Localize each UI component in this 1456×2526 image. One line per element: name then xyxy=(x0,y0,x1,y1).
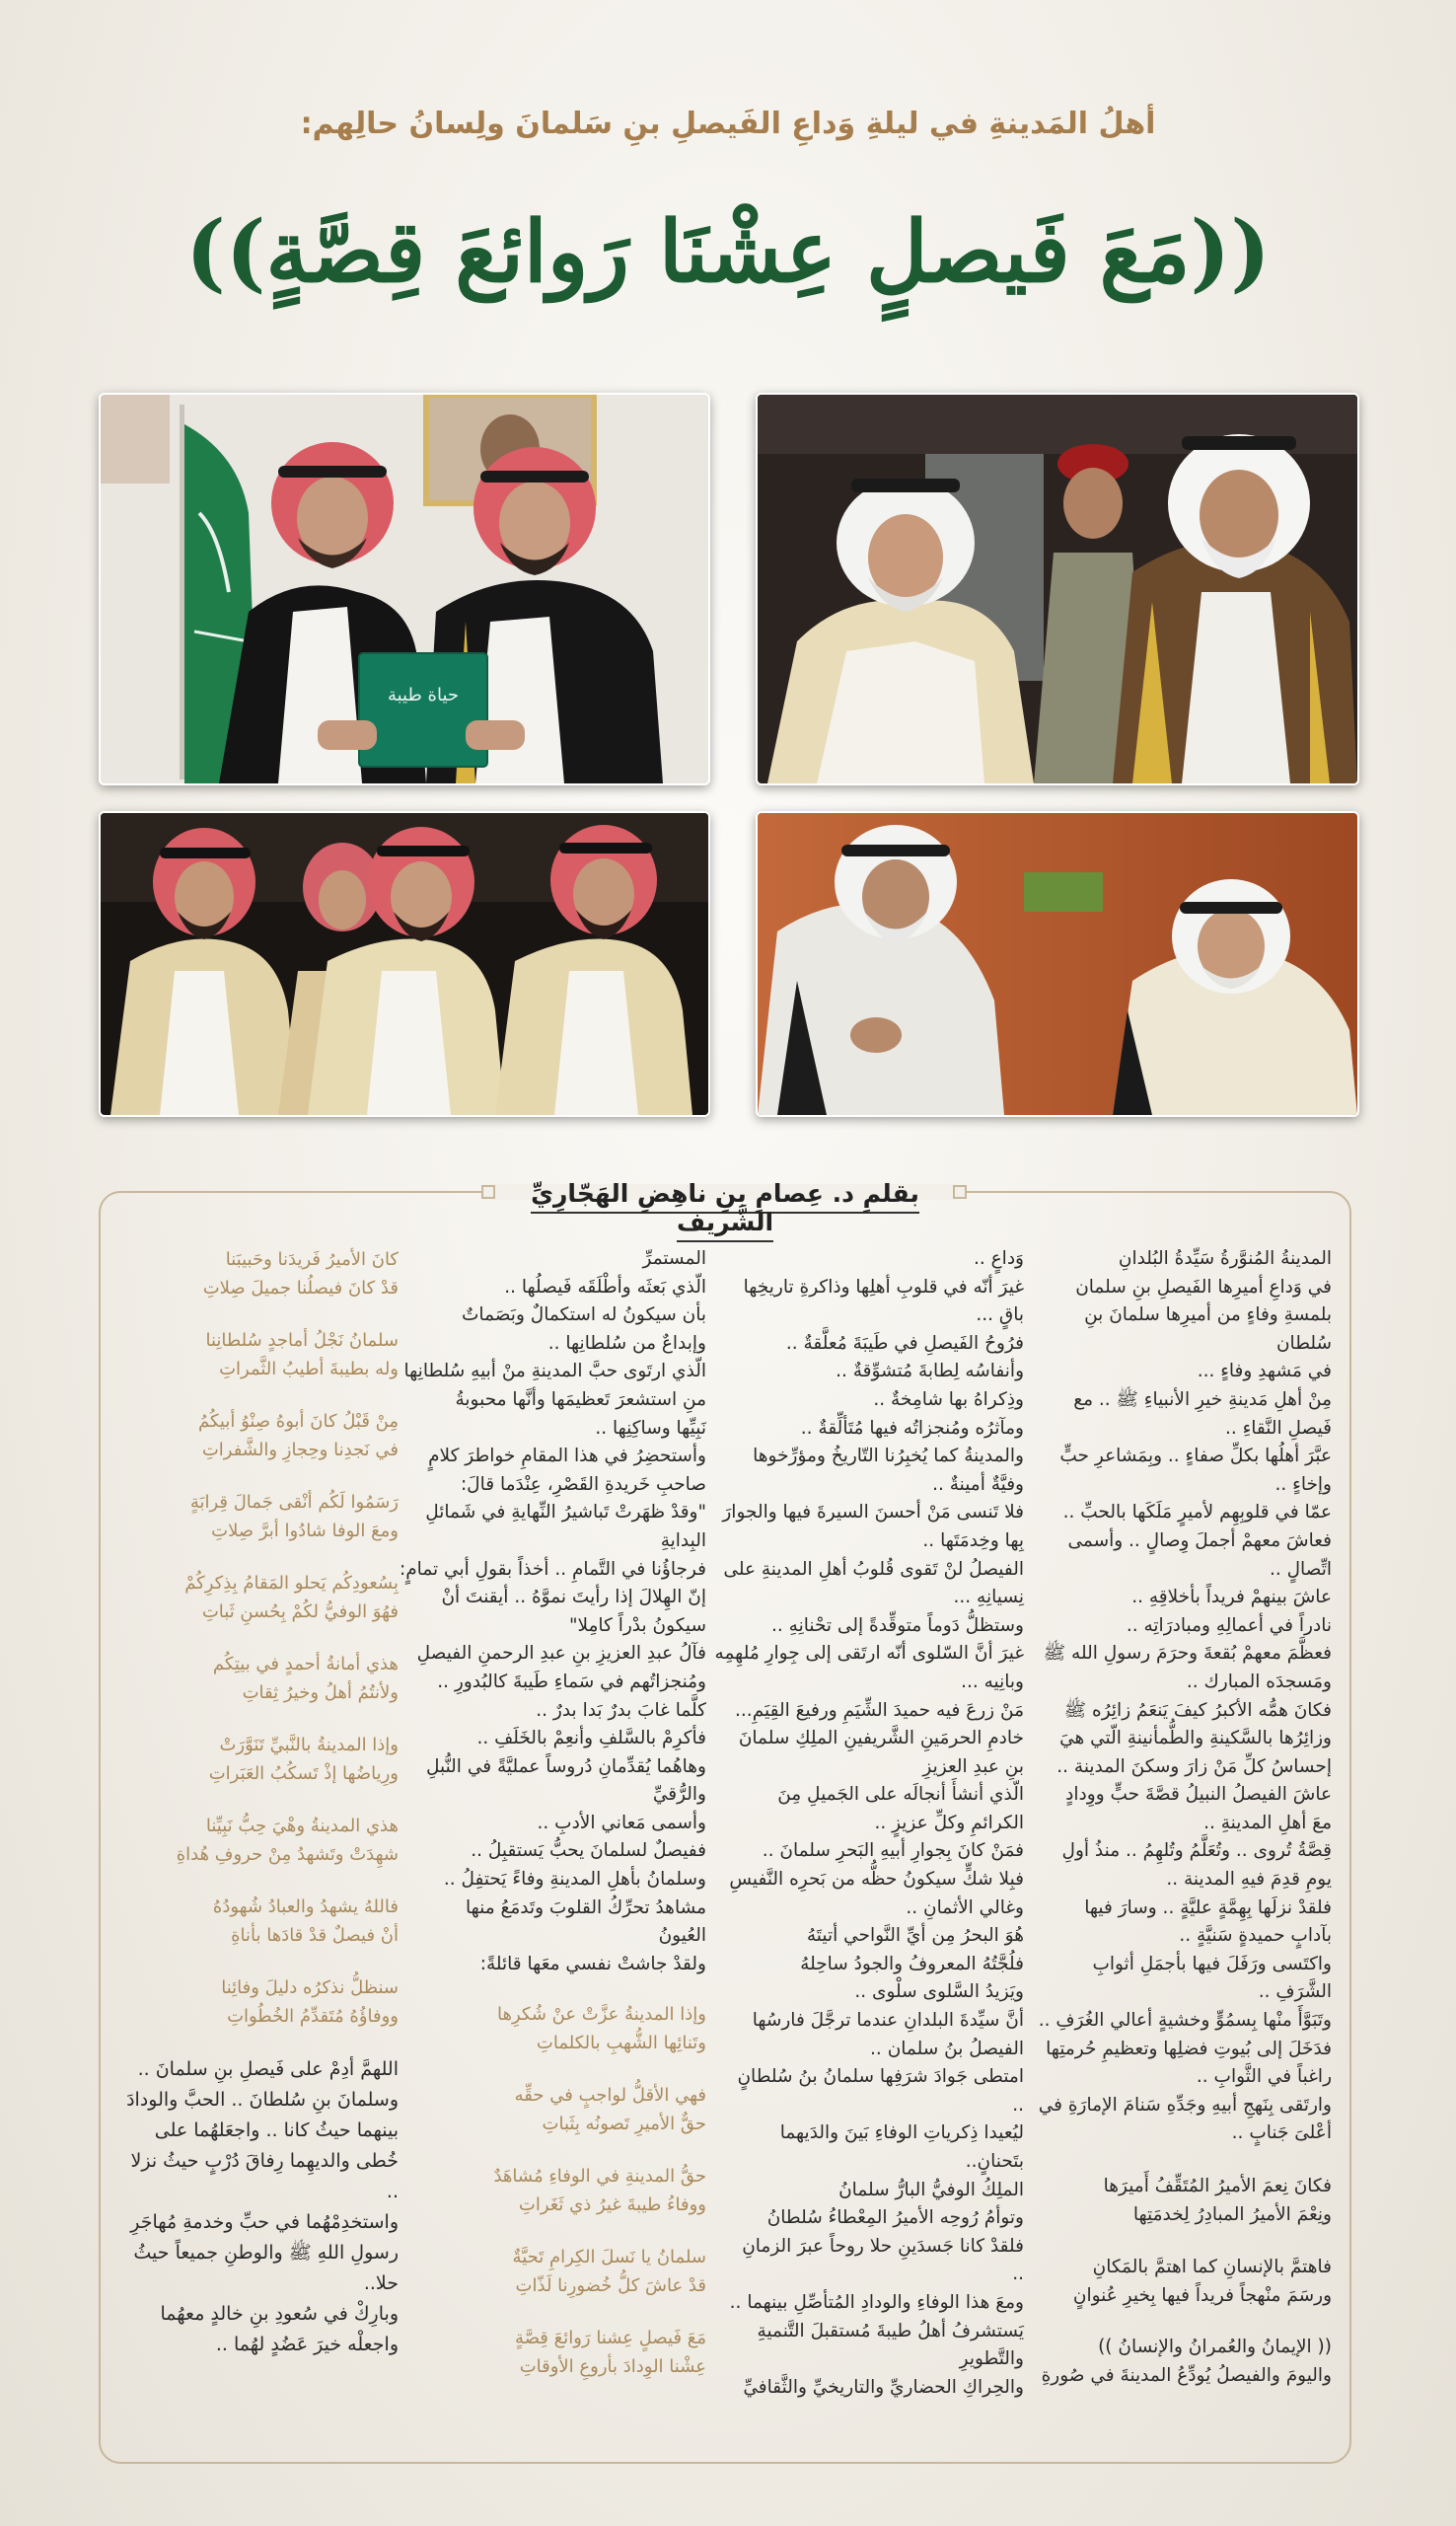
article-line: والحِراكِ الحضاريِّ والتاريخيِّ والثَّقافيِّ xyxy=(743,2376,1024,2398)
article-line: امتطى جَوادَ شرَفِها سلمانُ بنُ سُلطانٍ xyxy=(737,2066,1024,2088)
poem-stanza xyxy=(122,1569,399,1626)
article-line: فَيصلِ النَّقاءِ .. xyxy=(1224,1417,1332,1439)
poem-line: ورِياضُها إذْ تَسكُبُ العَبَراتِ xyxy=(208,1763,399,1784)
article-line: كلَّما غابَ بدرٌ بَدا بدرٌ .. xyxy=(536,1699,706,1721)
article-line: الّذي بَعثَه وأطْلَقَه فَيصلُها .. xyxy=(504,1276,706,1298)
article-line: سُلطان xyxy=(1275,1332,1332,1354)
prayer-line: واجعلْه خيرَ عَضُدٍ لهُما .. xyxy=(215,2334,399,2355)
poem-line: وإذا المدينةُ بالنَّبيِّ تَنَوَّرَتْ xyxy=(219,1735,399,1755)
article-line: الفيصلُ بنُ سلمان .. xyxy=(870,2038,1024,2059)
prayer-line: وسلمانَ بنِ سُلطانَ .. الحبَّ والودادَ xyxy=(126,2089,399,2111)
article-line: وغالي الأثمانِ .. xyxy=(906,1896,1024,1918)
article-line: في وَداعِ أميرِها الفَيصلِ بنِ سلمان xyxy=(1075,1276,1332,1298)
article-line: باقٍ ... xyxy=(976,1304,1024,1326)
article-line: في مَشهدِ وفاءٍ ... xyxy=(1197,1361,1332,1382)
prayer-line: خُطى والديهِما رِفاقَ دُرْبٍ حيثُ نزلا xyxy=(130,2150,399,2172)
article-line: خادمِ الحرمَينِ الشَّريفينِ الملِكِ سلمانَ xyxy=(738,1728,1024,1749)
article-line: وستظلُّ دَوماً متوقِّدةً إلى تحْنانِهِ .. xyxy=(771,1614,1024,1636)
poem-stanza xyxy=(122,1407,399,1464)
article-line: راغباً في الثَّوابِ .. xyxy=(1196,2066,1332,2088)
poem-stanza xyxy=(122,1893,399,1950)
poem-line: وإذا المدينةُ عزَّتْ عنْ شُكرِها xyxy=(496,2004,706,2026)
photo-top-right xyxy=(756,393,1359,785)
article-line: فكانَ همُّه الأكبرُ كيفَ يَنعَمُ زائِرُه ﷺ xyxy=(1063,1699,1332,1721)
photo-bottom-right xyxy=(756,811,1359,1117)
article-line: الكرائمِ وكلِّ عزيزٍ .. xyxy=(874,1812,1024,1833)
article-line: العُيونُ xyxy=(658,1925,706,1947)
article-line: يومِ قدِمَ فيهِ المدينة .. xyxy=(1166,1869,1332,1891)
article-line: وتَبَوَّأَ منْها بِسمُوٍّ وخشيةٍ أعالي الغُرَفِ .. xyxy=(1038,2010,1332,2032)
poem-line: وله بطيبةَ أطيبُ الثَّمراتِ xyxy=(219,1359,399,1379)
poem-stanza xyxy=(122,1731,399,1788)
poem-line: فاهتمَّ بالإنسانِ كما اهتمَّ بالمَكانِ xyxy=(1092,2257,1332,2277)
article-line: ففيصلٌ لسلمانَ يحبُّ يَستقبِلُ .. xyxy=(471,1840,706,1862)
poem-line: فهُوَ الوفيُّ لكُمْ بِحُسنِ ثَباتِ xyxy=(201,1601,399,1622)
poem-stanza xyxy=(420,2324,706,2381)
article-line: والتَّطويرِ xyxy=(959,2348,1024,2370)
article-line: فرجاؤُنا في التَّمامِ .. أخذاً بقولِ أبي تمامٍ: xyxy=(400,1558,706,1580)
article-line: الفيصلُ لنْ تَقوى قُلوبُ أهلِ المدينةِ على xyxy=(723,1558,1024,1580)
article-line: والمدينةُ كما يُخبِرُنا التّاريخُ ومؤرِّخوها xyxy=(753,1446,1024,1467)
header-subtitle: أهلُ المَدينةِ في ليلةِ وَداعِ الفَيصلِ بنِ سَلمانَ ولِسانُ حالِهم: xyxy=(300,107,1156,141)
article-line: منِ استشعرَ تَعظيمَها وأنَّها محبوبةُ xyxy=(455,1388,706,1410)
article-line: ومَسجدَه المبارك .. xyxy=(1186,1671,1332,1692)
poem-line: هذي المدينةُ وهْيَ حِبُّ نَبِيِّنا xyxy=(205,1816,399,1836)
poem-line: سنظلُّ نذكرُه دليلَ وفائِنا xyxy=(221,1977,399,1998)
poem-line: كانَ الأميرُ فَريدَنا وحَبيبَنا xyxy=(225,1249,399,1270)
poem-line: في نَجدِنا وحِجازِ والشَّفراتِ xyxy=(201,1440,399,1460)
article-line: وأسمى مَعاني الأدبِ .. xyxy=(537,1812,706,1833)
article-line: .. xyxy=(1012,2094,1024,2116)
article-line: وفيَّةٌ أمينةٌ .. xyxy=(932,1473,1024,1495)
prayer-line: حلا.. xyxy=(363,2272,399,2294)
poem-stanza xyxy=(420,2000,706,2057)
headline-title: ((مَعَ فَيصلٍ عِشْنَا رَوائعَ قِصَّةٍ)) xyxy=(185,202,1271,302)
article-line: وهاهُما يُقدِّمانِ دُروساً عمليَّةً في النُّبلِ xyxy=(426,1755,706,1777)
article-line: ليُعيدا ذِكرياتِ الوفاءِ بَينَ والدَيهما xyxy=(779,2122,1024,2144)
article-line: الّذي أنشأَ أنجالَه على الجَميلِ مِنَ xyxy=(777,1784,1024,1806)
poem-line: بِسُعودِكُم يَحلو المَقامُ بِذِكرِكُمْ xyxy=(184,1573,399,1594)
poem-line: قدْ عاشَ كلُّ خُضورِنا لَذّاتِ xyxy=(515,2275,706,2297)
article-line: صاحبِ خَريدةِ القَصْرِ، عِنْدَما قالَ: xyxy=(460,1473,706,1495)
article-line: فمَنْ كانَ بِجوارِ أبيهِ البَحرِ سلمانَ .. xyxy=(762,1840,1024,1862)
poem-line: ووفاءُ طيبةَ غيرُ ذي ثَغَراتِ xyxy=(518,2194,706,2216)
article-line: بتَحنانٍ.. xyxy=(965,2151,1024,2172)
prayer-line: بينهما حيثُ كانا .. واجعَلهُما على xyxy=(154,2119,399,2141)
article-line: بِها وخِدمَتَها .. xyxy=(922,1529,1024,1551)
article-line: وأستحضِرُ في هذا المقامِ خواطرَ كلامٍ xyxy=(428,1446,706,1467)
prayer-line: .. xyxy=(386,2181,399,2202)
article-line: أعْلىَ جَنابٍ .. xyxy=(1231,2122,1332,2144)
poem-line: ونِعْمَ الأميرُ المبادِرُ لِخدمَتِها xyxy=(1132,2204,1332,2225)
article-line: عاشَ بينهمْ فريداً بأخلاقِهِ .. xyxy=(1131,1587,1332,1608)
article-line: معَ أهلِ المدينةِ .. xyxy=(1203,1812,1332,1833)
article-line: وذِكراهُ بها شامِخةٌ .. xyxy=(873,1388,1024,1410)
poem-line: قدْ كانَ فيصلُنا جميلَ صِلاتِ xyxy=(202,1278,399,1299)
article-line: وسلمانُ بأهلِ المدينةِ وفاءً يَحتفِلُ .. xyxy=(443,1869,706,1891)
article-line: فآلُ عبدِ العزيزِ بنِ عبدِ الرحمنِ الفيصلِ xyxy=(416,1643,706,1665)
poem-stanza xyxy=(122,1326,399,1383)
article-line: بآدابٍ حميدةٍ سَنيَّةٍ .. xyxy=(1179,1925,1332,1947)
article-line: فلقدْ نزلَها بِهِمَّةٍ عليَّةٍ .. وسارَ فيها xyxy=(1084,1896,1332,1918)
prayer-line: وبارِكْ في سُعودِ بنِ خالدٍ معهُما xyxy=(160,2303,399,2325)
poem-line: ولأنتُمُ أهلُ وخيرُ ثِقاتِ xyxy=(242,1682,399,1703)
article-line: بلمسةِ وفاءٍ من أميرِها سلمانَ بنِ xyxy=(1084,1304,1332,1326)
article-column-1 xyxy=(1038,1245,1332,2390)
article-line: إنّ الهِلالَ إذا رأيتَ نموَّهُ .. أيقنتَ أنْ xyxy=(441,1587,706,1608)
poem-stanza xyxy=(122,1245,399,1302)
article-line: وأنفاسُه لِطابةَ مُتشوِّقةٌ .. xyxy=(836,1361,1024,1382)
article-column-3 xyxy=(400,1245,706,2405)
poem-line: سلمانُ يا نَسلَ الكِرامِ تَحيَّةٌ xyxy=(512,2247,706,2268)
article-line: بنِ عبدِ العزيزِ xyxy=(922,1755,1024,1777)
poem-line: وتَنائِها الشُّهبِ بالكلماتِ xyxy=(536,2033,706,2054)
article-line: نَبِيِّها وساكِنِها .. xyxy=(595,1417,706,1439)
article-line: هُوَ البحرُ مِن أيِّ النَّواحي أتيتَهُ xyxy=(806,1925,1024,1947)
poem-stanza xyxy=(122,1488,399,1545)
article-line: وإبداعٌ من سُلطانِها .. xyxy=(547,1332,706,1354)
article-line: سيكونُ بدْراً كامِلا" xyxy=(568,1614,706,1636)
article-line: الملِكُ الوفيُّ البارُّ سلمانُ xyxy=(838,2179,1024,2200)
article-line: ومآثرُه ومُنجزاتُه فيها مُتَألِّقةٌ .. xyxy=(800,1417,1024,1439)
poem-stanza xyxy=(1075,2172,1332,2229)
folder-badge-text: حياة طيبة xyxy=(387,685,460,706)
poem-stanza xyxy=(122,1812,399,1869)
article-line: ولقدْ جاشتْ نفسي معَها قائلةً: xyxy=(479,1953,706,1974)
article-line: فلُجَّتُهُ المعروفُ والجودُ ساحِلهُ xyxy=(800,1953,1024,1974)
article-line: مَنْ زرعَ فيه حميدَ الشِّيَمِ ورفيعَ القِيَمِ... xyxy=(735,1699,1024,1721)
poem-line: حقُّ المدينةِ في الوفاءِ مُشاهَدٌ xyxy=(493,2166,706,2188)
article-line: إحساسُ كلِّ مَنْ زارَ وسكنَ المدينة .. xyxy=(1056,1755,1332,1777)
article-line: فأكرِمْ بالسَّلفِ وأنعِمْ بالخَلَفِ .. xyxy=(476,1728,706,1749)
article-line: فرُوحُ الفَيصلِ في طَيبَةَ مُعلَّقةٌ .. xyxy=(785,1332,1024,1354)
article-line: البِدايةِ xyxy=(660,1529,706,1551)
article-line: الّذي ارتَوى حبَّ المدينةِ منْ أبيهِ سُلطانِها xyxy=(403,1361,706,1382)
article-line: غيرَ أنَّ السّلوى أنّه ارتَقى إلى جِوارِ مُلهِمِه xyxy=(714,1643,1024,1665)
article-line: واكتَسى ورَفَلَ فيها بأجمَلِ أثوابِ xyxy=(1092,1953,1332,1974)
article-line: المدينةُ المُنوَّرةُ سَيِّدةُ البُلدانِ xyxy=(1118,1248,1332,1269)
article-line: نادراً في أعمالِهِ ومبادرَاتِه .. xyxy=(1126,1614,1332,1636)
article-line: الشَّرَفِ .. xyxy=(1258,1981,1332,2003)
article-line: فدَخَلَ إلى بُيوتِ فضلِها وتعظيمِ حُرمتِها xyxy=(1046,2038,1332,2059)
article-line: عبَّرَ أهلُها بكلِّ صفاءٍ .. وبِمَشاعرِ حبٍّ xyxy=(1059,1446,1332,1467)
poem-line: عِشْنا الوِدادَ بأروعِ الأوقاتِ xyxy=(519,2356,706,2378)
poem-line: ورسَمَ منْهجاً فريداً فيها بِخيرِ عُنوانٍ xyxy=(1072,2285,1332,2306)
poem-line: سلمانُ نَجْلُ أماجدٍ سُلطانِنا xyxy=(205,1330,399,1351)
poem-stanza xyxy=(122,1973,399,2031)
article-column-2 xyxy=(714,1245,1024,2402)
poem-line: ومعَ الوفا شادُوا أبرَّ صِلاتِ xyxy=(211,1521,399,1541)
photo-top-left xyxy=(99,393,710,785)
poem-line: رَسَمُوا لَكُم أنْقى جَمالَ قِرابَةٍ xyxy=(189,1492,399,1513)
article-line: وتوأمُ رُوحِه الأميرُ المِعْطاءُ سُلطانُ xyxy=(766,2207,1024,2229)
article-line: مِنْ أهلِ مَدينةِ خيرِ الأنبياءِ ﷺ .. مع xyxy=(1073,1388,1332,1410)
article-line: المستمرِّ xyxy=(642,1248,706,1269)
prayer-line: اللهمَّ أدِمْ على فَيصلِ بنِ سلمانَ .. xyxy=(137,2058,399,2080)
article-line: فعاشَ معهمْ أجملَ وِصالٍ .. وأسمى xyxy=(1067,1529,1332,1551)
prayer-line: واستخدِمْهُما في حبِّ وخدمةِ مُهاجَرِ xyxy=(130,2211,399,2233)
poem-line: أنْ فيصلٌ قدْ قادَها بأناةِ xyxy=(231,1925,399,1946)
poem-line: شهِدَتْ وتَشهدُ مِنْ حروفِ هُداةِ xyxy=(176,1844,399,1865)
poem-stanza xyxy=(1072,2253,1332,2310)
article-line: والرُّقيِّ xyxy=(652,1784,706,1806)
poem-stanza xyxy=(420,2081,706,2138)
poem-line: فهي الأقلُّ لواجبٍ في حقِّه xyxy=(514,2085,706,2107)
article-column-4 xyxy=(122,1245,399,2360)
article-line: ومعَ هذا الوفاءِ والودادِ المُتأصِّلِ بينهما .. xyxy=(729,2291,1024,2313)
article-line: وزائِرُها بالسَّكينةِ والطُّمأنينةِ الّتي هيَ xyxy=(1059,1728,1332,1749)
article-line: بأن سيكونُ له استكمالٌ وبَصَماتٌ xyxy=(462,1304,706,1326)
article-line: فلا تَنسى مَنْ أحسنَ السيرةَ فيها والجوارَ xyxy=(722,1502,1024,1523)
poem-line: فكانَ نِعمَ الأميرُ المُتَقِّفُ أَميرَها xyxy=(1103,2176,1332,2196)
article-line: نِسيانِهِ ... xyxy=(953,1587,1024,1608)
author-byline: بقلمِ د. عِصامِ بنِ ناهِضِ الهَجّارِيِّ الشَّريف xyxy=(493,1179,957,1236)
photo-bottom-left xyxy=(99,811,710,1117)
article-line: أنَّ سيِّدةَ البلدانِ عندما ترجَّلَ فارسُها xyxy=(752,2010,1024,2032)
article-line: وإخاءٍ .. xyxy=(1274,1473,1332,1495)
poem-line: فاللهُ يشهدُ والعبادُ شُهودُهُ xyxy=(212,1896,399,1917)
article-line: فلقدْ كانا جَسدَينِ حلا روحاً عبرَ الزمانِ xyxy=(742,2235,1024,2257)
article-line: مشاهدُ تحرِّكُ القلوبَ وتَدمَعُ منها xyxy=(465,1896,706,1918)
poem-stanza xyxy=(122,1650,399,1707)
article-line: يَستشرفُ أهلُ طيبةَ مُستقبلَ التَّنميةِ xyxy=(757,2320,1024,2341)
prayer-line: رسولِ اللهِ ﷺ والوطنِ جميعاً حيثُ xyxy=(133,2242,399,2264)
article-line: .. xyxy=(1012,2264,1024,2285)
article-line: قِصَّةُ تُروى .. وتُعَلَّمُ وتُلهِمُ .. منذُ أولِ xyxy=(1061,1840,1332,1862)
poem-stanza xyxy=(420,2243,706,2300)
article-line: فعظَّمَ معهمْ بُقعةَ وحرَمَ رسولِ الله ﷺ xyxy=(1043,1643,1332,1665)
article-line: واليومَ والفيصلُ يُودِّعُ المدينةَ في صُورةِ xyxy=(1041,2364,1332,2386)
poem-line: حقٌّ الأميرِ تَصونُه بِثَباتِ xyxy=(542,2114,706,2135)
article-line: ومُنجزاتُهم في سَماءِ طَيبةَ كالبُدورِ .. xyxy=(437,1671,706,1692)
article-line: ويَزيدُ السَّلوى سلْوى .. xyxy=(854,1981,1024,2003)
article-line: وبانِيه ... xyxy=(961,1671,1024,1692)
poem-stanza xyxy=(420,2162,706,2219)
poem-line: هذي أمانةُ أحمدٍ في بيتِكُم xyxy=(212,1654,399,1674)
article-line: غيرَ أنّه في قلوبِ أهلِها وذاكرةِ تاريخِها xyxy=(743,1276,1024,1298)
article-line: عاشَ الفيصلُ النبيلُ قصَّةَ حبٍّ ووِدادٍ xyxy=(1065,1784,1332,1806)
poem-line: ووفاؤُهُ مُتَقدِّمُ الخُطُواتِ xyxy=(227,2006,399,2027)
article-line: "وقدْ ظهَرتْ تَباشيرُ النِّهايةِ في شَمائلِ xyxy=(425,1502,706,1523)
article-line: وارتَقى بِنَهجِ أبيهِ وجَدِّهِ سَنامَ الإمارَةِ في xyxy=(1038,2094,1332,2116)
article-line: (( الإيمانُ والعُمرانُ والإنسانُ )) xyxy=(1098,2337,1332,2357)
article-line: اتِّصالٍ .. xyxy=(1269,1558,1332,1580)
poem-line: مِنْ قَبْلُ كانَ أبوهُ صِنْوُ أبيكُمُ xyxy=(197,1411,399,1432)
poem-line: مَعَ فَيصلٍ عِشنا رَوائعَ قِصَّةٍ xyxy=(515,2328,706,2349)
article-line: وَداعٍ .. xyxy=(974,1248,1024,1269)
article-line: عمّا في قلوبِهِم لأميرٍ مَلَكَها بالحبِّ .. xyxy=(1062,1502,1332,1523)
article-line: فبِلا شكٍّ سيكونُ حظُّه من بَحرِه النَّفيسِ xyxy=(729,1869,1024,1891)
